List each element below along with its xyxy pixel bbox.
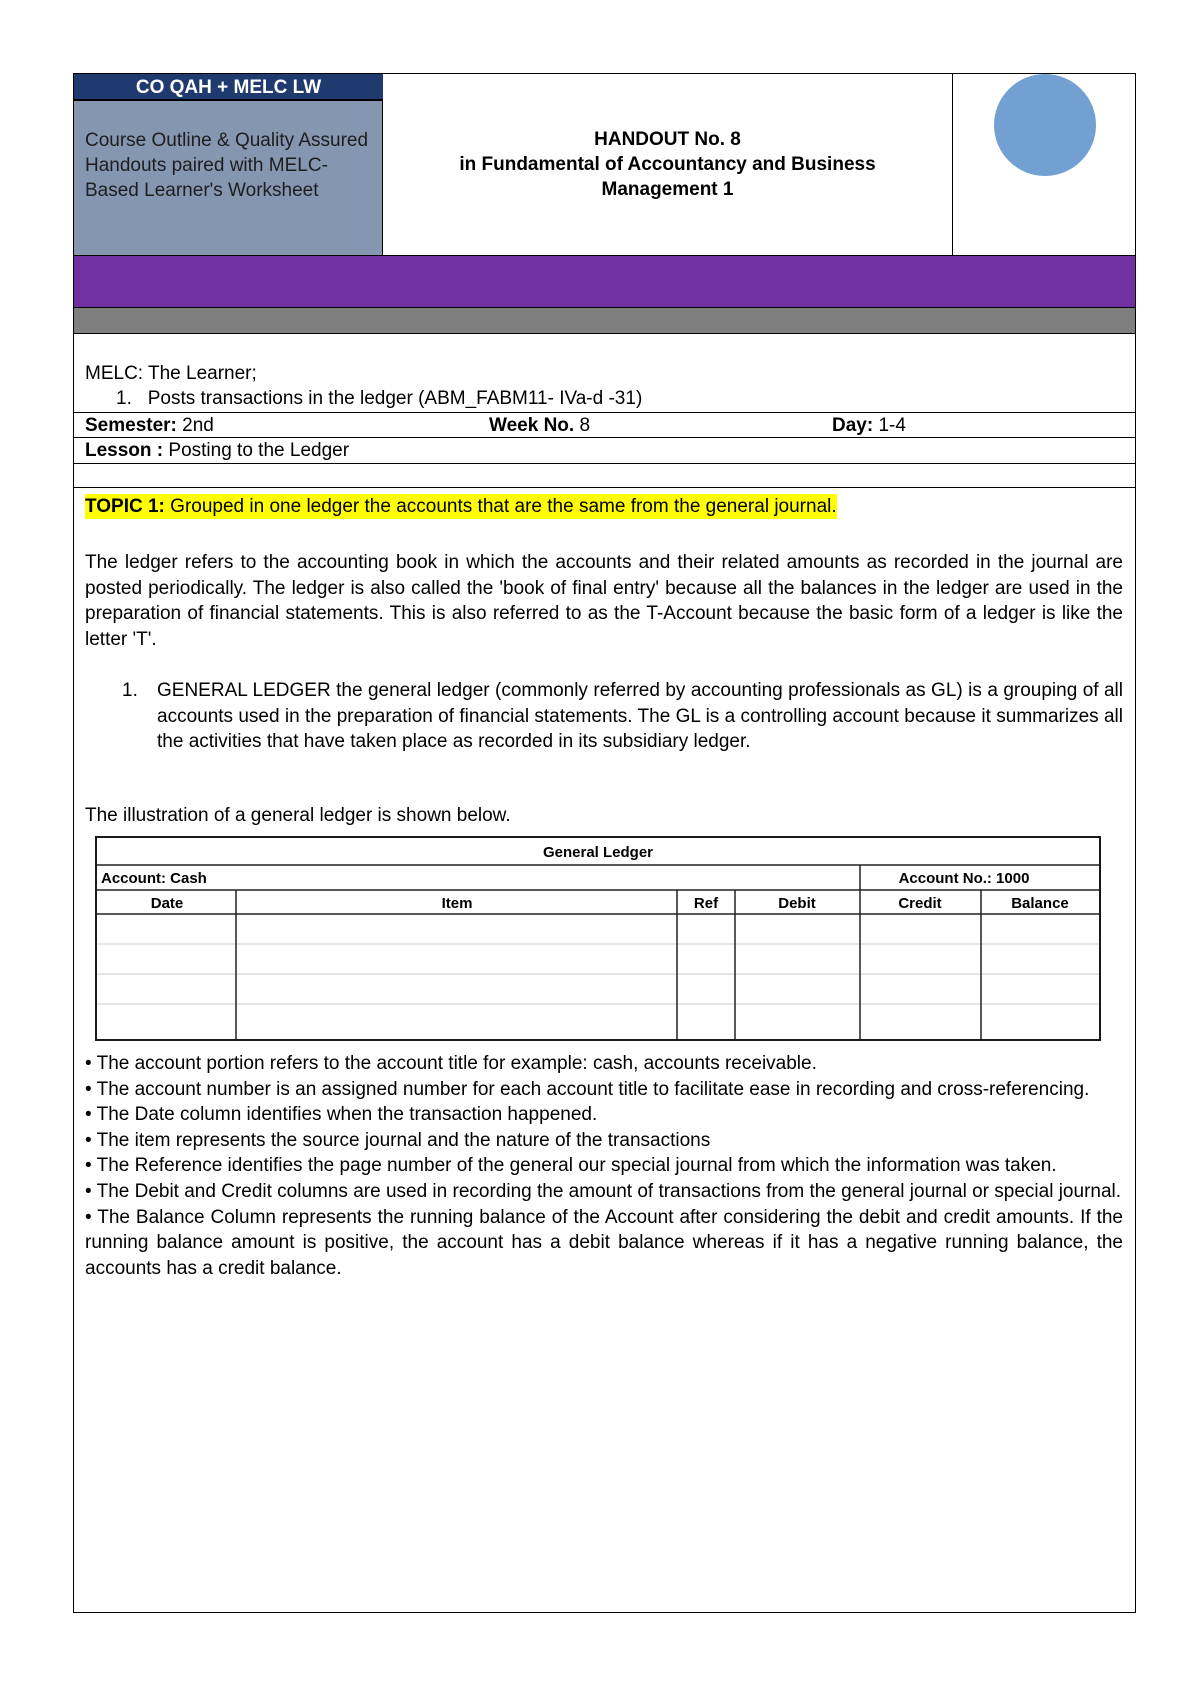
week-label: Week No. (489, 415, 575, 436)
ledger-col-debit: Debit (778, 895, 816, 912)
week-value: 8 (579, 415, 591, 436)
bullet-balance-column: • The Balance Column represents the running balance of the Account after considering the debit and credit amounts. If the running balance amount is positive, the account has a debit balance whereas if it has a negative running balance, the accounts has a credit balance. (85, 1206, 1123, 1279)
purple-band (74, 256, 1135, 308)
topic-label: TOPIC 1: (85, 496, 165, 517)
ledger-col-ref: Ref (693, 895, 719, 912)
handout-subject-line1: in Fundamental of Accountancy and Business (459, 154, 876, 175)
lesson-label: Lesson : (85, 440, 164, 461)
ledger-account-number: Account No.: 1000 (898, 870, 1030, 887)
ledger-col-balance: Balance (1011, 895, 1069, 912)
handout-title-panel (383, 74, 952, 256)
ledger-account-label: Account: Cash (101, 870, 207, 887)
melc-competency (116, 386, 642, 411)
bullet-reference: • The Reference identifies the page number of the general our special journal from which the information was taken. (85, 1155, 1057, 1177)
ledger-parts-list (85, 1051, 1123, 1281)
blank-row (74, 463, 1135, 487)
gray-band (74, 308, 1135, 334)
handout-subject-line2: Management 1 (601, 179, 734, 200)
handout-header (74, 74, 1135, 257)
co-qah-badge: CO QAH + MELC LW (74, 74, 383, 101)
ledger-col-date: Date (150, 895, 184, 912)
lesson-row (74, 437, 1135, 463)
melc-intro: MELC: The Learner; (85, 363, 257, 384)
topic-heading (85, 494, 837, 519)
list-number: 1. (122, 680, 138, 701)
course-outline-description: Course Outline & Quality Assured Handouts paired with MELC- Based Learner's Worksheet (85, 130, 369, 201)
bullet-debit-credit: • The Debit and Credit columns are used in recording the amount of transactions from the general journal or special journal. (85, 1180, 1122, 1202)
day-label: Day: (832, 415, 874, 436)
handout-number: HANDOUT No. 8 (594, 129, 741, 150)
bullet-date-column: • The Date column identifies when the transaction happened. (85, 1104, 598, 1126)
ledger-title: General Ledger (542, 844, 654, 861)
general-ledger-definition: GENERAL LEDGER the general ledger (commonly referred by accounting professionals as GL) is a grouping of all accounts used in the preparation of financial statements. The GL is a controlling account because it summarizes all the activities that have taken place as recorded in its subsidiary ledger. (157, 680, 1123, 752)
bullet-account-portion: • The account portion refers to the account title for example: cash, accounts receivable. (85, 1053, 817, 1074)
bullet-item: • The item represents the source journal and the nature of the transactions (85, 1129, 711, 1151)
handout-title (383, 127, 952, 202)
logo-panel (952, 74, 1135, 256)
topic-text: Grouped in one ledger the accounts that are the same from the general journal. (170, 496, 837, 517)
ledger-col-item: Item (441, 895, 473, 912)
school-logo-circle (994, 74, 1096, 176)
day-value: 1-4 (878, 415, 906, 436)
lesson-value: Posting to the Ledger (168, 440, 350, 461)
melc-item-text: Posts transactions in the ledger (ABM_FABM11- IVa-d -31) (147, 388, 643, 409)
semester-value: 2nd (182, 415, 214, 436)
topic-divider (74, 487, 1135, 488)
melc-item-number: 1. (116, 388, 132, 409)
general-ledger-illustration (95, 836, 1101, 1041)
bullet-account-number: • The account number is an assigned number for each account title to facilitate ease in recording and cross-referencing. (85, 1078, 1090, 1100)
course-outline-panel (74, 74, 383, 256)
ledger-col-credit: Credit (898, 895, 942, 912)
info-row (74, 412, 1135, 437)
ledger-table-svg (97, 838, 1099, 1039)
semester-label: Semester: (85, 415, 177, 436)
intro-paragraph: The ledger refers to the accounting book in which the accounts and their related amounts as recorded in the journal are posted periodically. The ledger is also called the 'book of final entry' because all the balances in the ledger are used in the preparation of financial statements. This is also referred to as the T-Account because the basic form of a ledger is like the letter 'T'. (85, 552, 1123, 650)
illustration-caption: The illustration of a general ledger is shown below. (85, 805, 511, 826)
handout-page (73, 73, 1136, 1613)
